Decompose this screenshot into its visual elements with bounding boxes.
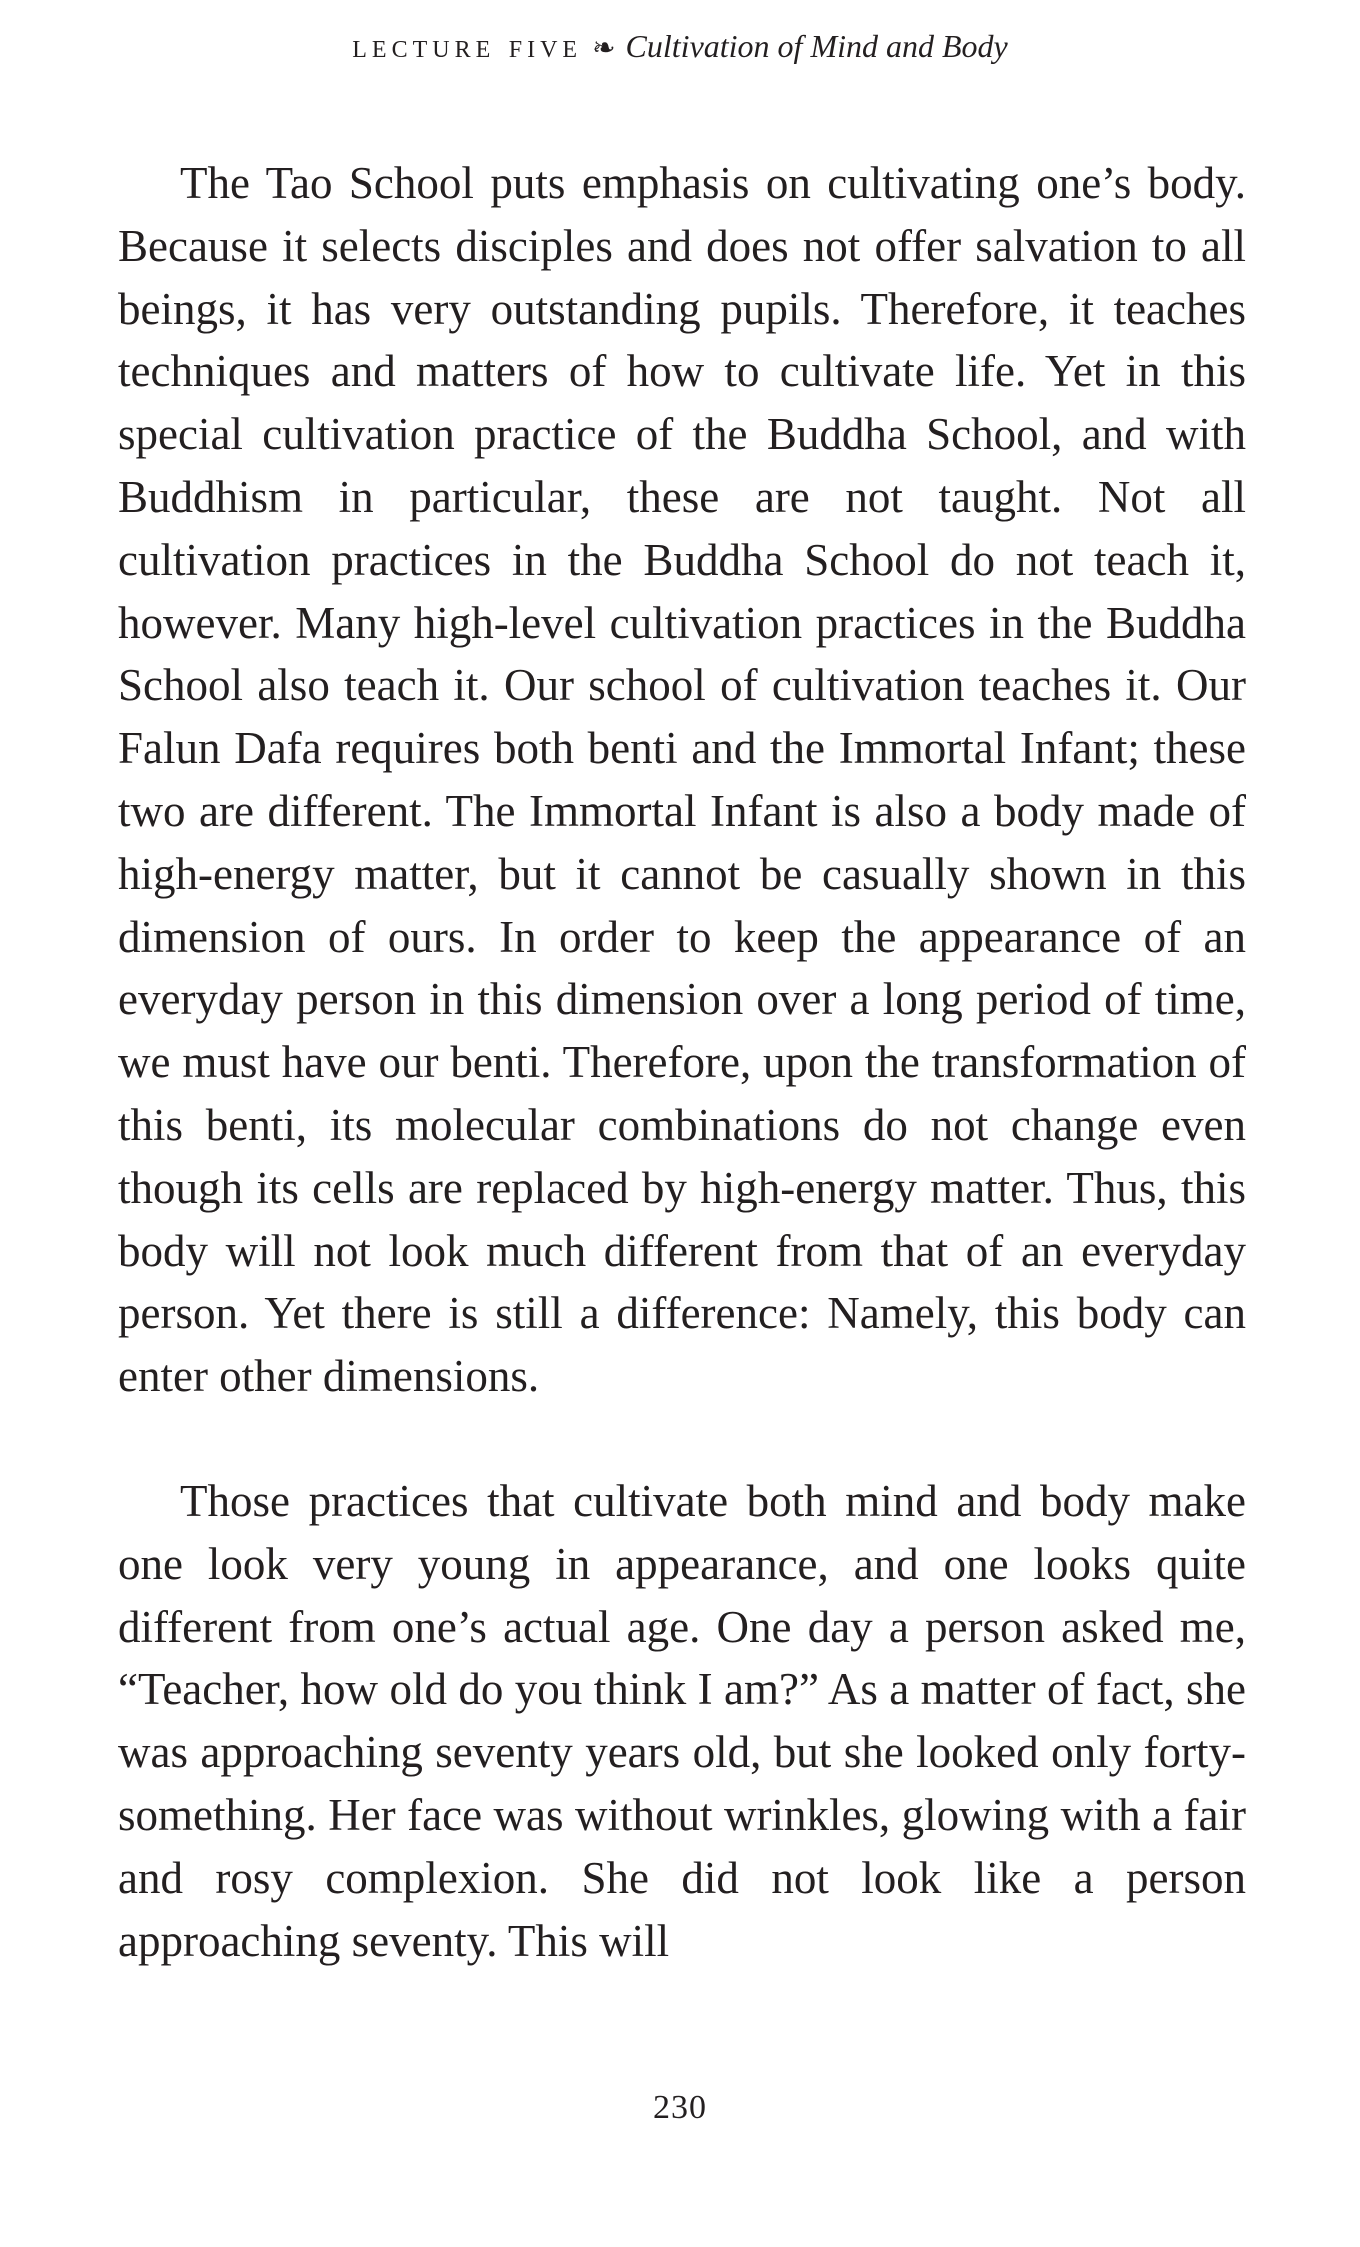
- lecture-label: lecture five: [352, 28, 583, 65]
- body-text: [118, 152, 1246, 1972]
- chapter-title: Cultivation of Mind and Body: [625, 28, 1008, 64]
- running-head: [0, 26, 1360, 69]
- paragraph-2: Those practices that cultivate both mind and body make one look very young in appearance, and one looks quite different from one’s actual age. One day a person asked me, “Teacher, how old do you think I am?” As a matter of fact, she was approaching seventy years old, but she looked only forty-something. Her face was without wrinkles, glowing with a fair and rosy complexion. She did not look like a person approaching seventy. This will: [118, 1475, 1246, 1966]
- fleuron-icon: ❧: [592, 33, 616, 64]
- page-number: 230: [653, 2089, 707, 2126]
- paragraph-1: The Tao School puts emphasis on cultivating one’s body. Because it selects disciples and does not offer salvation to all beings, it has very outstanding pupils. Therefore, it teaches techniques and matters of how to cultivate life. Yet in this special cultivation practice of the Buddha School, and with Buddhism in particular, these are not taught. Not all cultivation practices in the Buddha School do not teach it, however. Many high-level cultivation practices in the Buddha School also teach it. Our school of cultivation teaches it. Our Falun Dafa requires both benti and the Immortal Infant; these two are different. The Immortal Infant is also a body made of high-energy matter, but it cannot be casually shown in this dimension of ours. In order to keep the appearance of an everyday person in this dimension over a long period of time, we must have our benti. Therefore, upon the transformation of this benti, its molecular combinations do not change even though its cells are replaced by high-energy matter. Thus, this body will not look much different from that of an everyday person. Yet there is still a difference: Namely, this body can enter other dimensions.: [118, 158, 1246, 1402]
